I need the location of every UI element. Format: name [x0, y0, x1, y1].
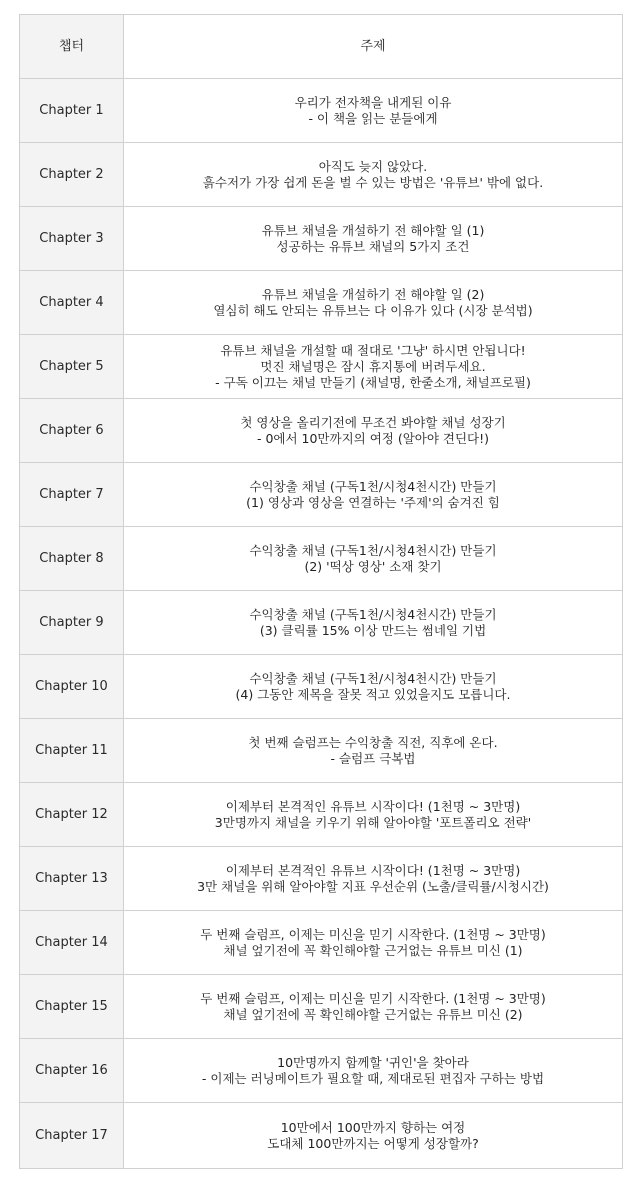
topic-line: 10만명까지 함께할 '귀인'을 찾아라 — [277, 1054, 469, 1070]
table-row — [20, 1103, 623, 1169]
table-row — [20, 271, 623, 335]
table-row — [20, 783, 623, 847]
topic-line: 수익창출 채널 (구독1천/시청4천시간) 만들기 — [249, 670, 497, 686]
topic-line: 채널 엎기전에 꼭 확인해야할 근거없는 유튜브 미신 (2) — [223, 1006, 523, 1022]
table-row — [20, 719, 623, 783]
topic-line: (4) 그동안 제목을 잘못 적고 있었을지도 모릅니다. — [235, 686, 511, 702]
chapter-cell: Chapter 5 — [20, 335, 124, 399]
chapter-cell: Chapter 17 — [20, 1103, 124, 1169]
chapter-cell: Chapter 9 — [20, 591, 124, 655]
table-row — [20, 591, 623, 655]
topic-line: 아직도 늦지 않았다. — [318, 158, 428, 174]
chapter-table-container — [19, 14, 623, 1169]
topic-line: 두 번째 슬럼프, 이제는 미신을 믿기 시작한다. (1천명 ~ 3만명) — [200, 926, 546, 942]
topic-line: 3만명까지 채널을 키우기 위해 알아야할 '포트폴리오 전략' — [214, 814, 532, 830]
topic-line: 흙수저가 가장 쉽게 돈을 벌 수 있는 방법은 '유튜브' 밖에 없다. — [202, 174, 544, 190]
table-row — [20, 1039, 623, 1103]
topic-line: 3만 채널을 위해 알아야할 지표 우선순위 (노출/클릭률/시청시간) — [197, 878, 549, 894]
topic-line: 채널 엎기전에 꼭 확인해야할 근거없는 유튜브 미신 (1) — [223, 942, 523, 958]
topic-line: 10만에서 100만까지 향하는 여정 — [280, 1119, 466, 1135]
topic-line: 열심히 해도 안되는 유튜브는 다 이유가 있다 (시장 분석법) — [213, 302, 533, 318]
chapter-cell: Chapter 13 — [20, 847, 124, 911]
table-row — [20, 207, 623, 271]
header-chapter: 챕터 — [20, 15, 124, 79]
topic-line: 도대체 100만까지는 어떻게 성장할까? — [267, 1135, 479, 1151]
chapter-cell: Chapter 11 — [20, 719, 124, 783]
topic-line: 유튜브 채널을 개설하기 전 해야할 일 (2) — [261, 286, 485, 302]
topic-cell — [124, 1039, 623, 1103]
topic-line: 수익창출 채널 (구독1천/시청4천시간) 만들기 — [249, 478, 497, 494]
topic-cell — [124, 911, 623, 975]
topic-line: 첫 번째 슬럼프는 수익창출 직전, 직후에 온다. — [248, 734, 498, 750]
chapter-cell: Chapter 12 — [20, 783, 124, 847]
table-row — [20, 975, 623, 1039]
topic-line: 두 번째 슬럼프, 이제는 미신을 믿기 시작한다. (1천명 ~ 3만명) — [200, 990, 546, 1006]
topic-cell — [124, 527, 623, 591]
topic-line: 우리가 전자책을 내게된 이유 — [294, 94, 452, 110]
chapter-cell: Chapter 14 — [20, 911, 124, 975]
topic-line: - 슬럼프 극복법 — [330, 750, 416, 766]
topic-line: - 구독 이끄는 채널 만들기 (채널명, 한줄소개, 채널프로필) — [215, 374, 531, 390]
topic-cell — [124, 79, 623, 143]
table-body — [20, 79, 623, 1169]
chapter-cell: Chapter 1 — [20, 79, 124, 143]
topic-line: 유튜브 채널을 개설하기 전 해야할 일 (1) — [261, 222, 485, 238]
topic-line: - 이 책을 읽는 분들에게 — [308, 110, 438, 126]
chapter-table — [19, 14, 623, 1169]
topic-line: 이제부터 본격적인 유튜브 시작이다! (1천명 ~ 3만명) — [225, 862, 521, 878]
table-row — [20, 847, 623, 911]
topic-line: (1) 영상과 영상을 연결하는 '주제'의 숨겨진 힘 — [246, 494, 500, 510]
table-row — [20, 463, 623, 527]
topic-cell — [124, 399, 623, 463]
topic-cell — [124, 719, 623, 783]
chapter-cell: Chapter 4 — [20, 271, 124, 335]
chapter-cell: Chapter 8 — [20, 527, 124, 591]
topic-cell — [124, 1103, 623, 1169]
table-row — [20, 399, 623, 463]
chapter-cell: Chapter 10 — [20, 655, 124, 719]
chapter-cell: Chapter 3 — [20, 207, 124, 271]
chapter-cell: Chapter 15 — [20, 975, 124, 1039]
chapter-cell: Chapter 6 — [20, 399, 124, 463]
topic-cell — [124, 591, 623, 655]
topic-cell — [124, 271, 623, 335]
chapter-cell: Chapter 7 — [20, 463, 124, 527]
table-row — [20, 79, 623, 143]
table-row — [20, 655, 623, 719]
topic-line: 멋진 채널명은 잠시 휴지통에 버려두세요. — [260, 358, 486, 374]
topic-cell — [124, 335, 623, 399]
topic-line: - 이제는 러닝메이트가 필요할 때, 제대로된 편집자 구하는 방법 — [201, 1070, 545, 1086]
topic-cell — [124, 143, 623, 207]
topic-line: 첫 영상을 올리기전에 무조건 봐야할 채널 성장기 — [240, 414, 506, 430]
topic-cell — [124, 975, 623, 1039]
topic-line: 수익창출 채널 (구독1천/시청4천시간) 만들기 — [249, 542, 497, 558]
table-header-row — [20, 15, 623, 79]
topic-line: 수익창출 채널 (구독1천/시청4천시간) 만들기 — [249, 606, 497, 622]
table-row — [20, 143, 623, 207]
topic-line: (3) 클릭률 15% 이상 만드는 썸네일 기법 — [259, 622, 487, 638]
topic-line: 이제부터 본격적인 유튜브 시작이다! (1천명 ~ 3만명) — [225, 798, 521, 814]
topic-cell — [124, 655, 623, 719]
topic-line: 유튜브 채널을 개설할 때 절대로 '그냥' 하시면 안됩니다! — [220, 342, 526, 358]
topic-line: 성공하는 유튜브 채널의 5가지 조건 — [276, 238, 470, 254]
table-row — [20, 911, 623, 975]
topic-cell — [124, 847, 623, 911]
table-row — [20, 335, 623, 399]
topic-line: (2) '떡상 영상' 소재 찾기 — [304, 558, 442, 574]
chapter-cell: Chapter 2 — [20, 143, 124, 207]
topic-cell — [124, 783, 623, 847]
chapter-cell: Chapter 16 — [20, 1039, 124, 1103]
table-row — [20, 527, 623, 591]
topic-cell — [124, 463, 623, 527]
header-topic: 주제 — [124, 15, 623, 79]
topic-cell — [124, 207, 623, 271]
topic-line: - 0에서 10만까지의 여정 (알아야 견딘다!) — [256, 430, 490, 446]
